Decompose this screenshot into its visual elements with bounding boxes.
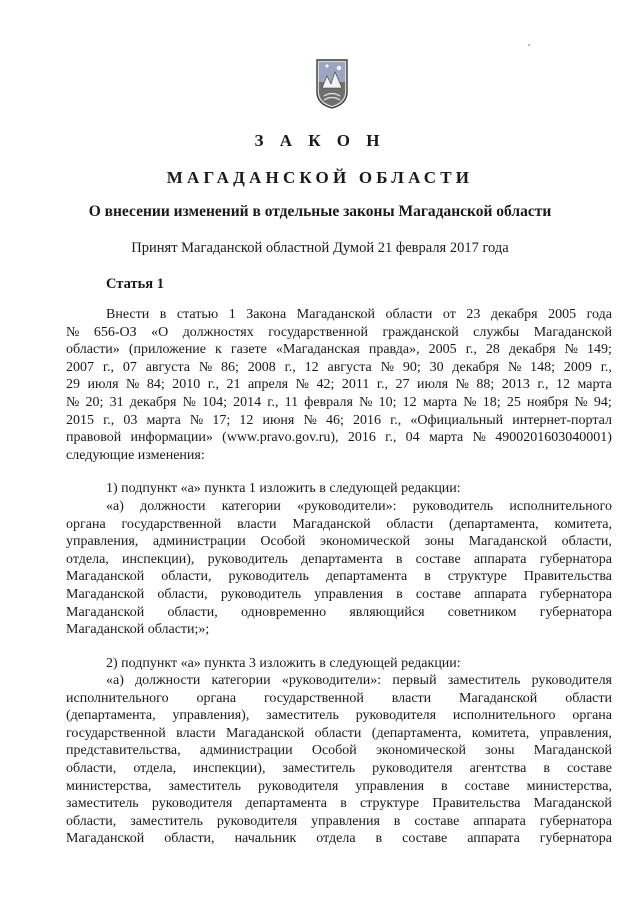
- item-1-line: отдела, инспекции), руководитель департамента в составе аппарата губернатора: [66, 551, 612, 567]
- item-2-line: представительства, администрации Особой экономической зоны Магаданской: [66, 743, 612, 759]
- intro-line: правовой информации» (www.pravo.gov.ru), 2016 г., 04 марта № 4900201603040001): [66, 430, 612, 446]
- intro-line: № 656-ОЗ «О должностях государственной гражданской службы Магаданской: [66, 324, 612, 340]
- item-2-heading: 2) подпункт «а» пункта 3 изложить в следующей редакции:: [106, 656, 461, 671]
- item-1-heading: 1) подпункт «а» пункта 1 изложить в следующей редакции:: [106, 481, 461, 496]
- intro-line: следующие изменения:: [66, 447, 205, 463]
- item-2-line: исполнительного органа государственной власти Магаданской области: [66, 690, 612, 706]
- item-1-line: Магаданской области, одновременно являющийся советником губернатора: [66, 604, 612, 620]
- coat-of-arms-icon: [315, 58, 349, 110]
- item-2-text: [66, 672, 612, 848]
- region-title: МАГАДАНСКОЙ ОБЛАСТИ: [166, 168, 474, 187]
- intro-line: 2007 г., 07 августа № 86; 2008 г., 12 августа № 90; 30 декабря № 148; 2009 г.,: [66, 359, 612, 375]
- article-heading: Статья 1: [106, 276, 164, 292]
- item-2-line: государственной власти Магаданской области (департамента, комитета, управления,: [66, 725, 612, 741]
- intro-paragraph: [66, 306, 612, 464]
- intro-line: 29 июля № 84; 2010 г., 21 апреля № 42; 2011 г., 27 июля № 88; 2013 г., 12 марта: [66, 377, 612, 393]
- item-2-line: области, заместитель руководителя управления в составе аппарата губернатора: [66, 813, 612, 829]
- intro-line: Внести в статью 1 Закона Магаданской области от 23 декабря 2005 года: [106, 307, 612, 322]
- item-2-line: области, отдела, инспекции), заместитель руководителя агентства в составе: [66, 760, 612, 776]
- item-1-line: органа государственной власти Магаданской области (департамента, комитета,: [66, 516, 612, 532]
- item-1-line: Магаданской области, руководитель управления в составе аппарата губернатора: [66, 586, 612, 602]
- item-1-line: Магаданской области, руководитель департамента в структуре Правительства: [66, 569, 612, 585]
- item-2-line: заместитель руководителя департамента в структуре Правительства Магаданской: [66, 796, 612, 812]
- item-2-line: министерства, заместитель руководителя управления в составе министерства,: [66, 778, 612, 794]
- item-1-line: управления, администрации Особой экономической зоны Магаданской области,: [66, 534, 612, 550]
- item-1-text: [66, 498, 612, 639]
- scan-artifact: [528, 44, 530, 46]
- item-2-line: Магаданской области, начальник отдела в составе аппарата губернатора: [66, 831, 612, 847]
- intro-line: 2015 г., 03 марта № 17; 12 июня № 46; 2016 г., «Официальный интернет-портал: [66, 412, 612, 428]
- intro-line: области» (приложение к газете «Магаданская правда», 2005 г., 28 декабря № 149;: [66, 342, 612, 358]
- item-1-line: «а) должности категории «руководители»: руководитель исполнительного: [106, 499, 612, 514]
- intro-line: № 20; 31 декабря № 104; 2014 г., 11 февраля № 10; 12 марта № 18; 25 ноября № 94;: [66, 394, 612, 410]
- law-subject: О внесении изменений в отдельные законы Магаданской области: [88, 203, 552, 220]
- item-2-line: «а) должности категории «руководители»: первый заместитель руководителя: [106, 673, 612, 688]
- document-type-title: З А К О Н: [254, 131, 386, 150]
- item-1-line: Магаданской области;»;: [66, 622, 210, 638]
- item-2-line: (департамента, управления), заместитель руководителя исполнительного органа: [66, 708, 612, 724]
- adoption-line: Принят Магаданской областной Думой 21 февраля 2017 года: [131, 240, 509, 256]
